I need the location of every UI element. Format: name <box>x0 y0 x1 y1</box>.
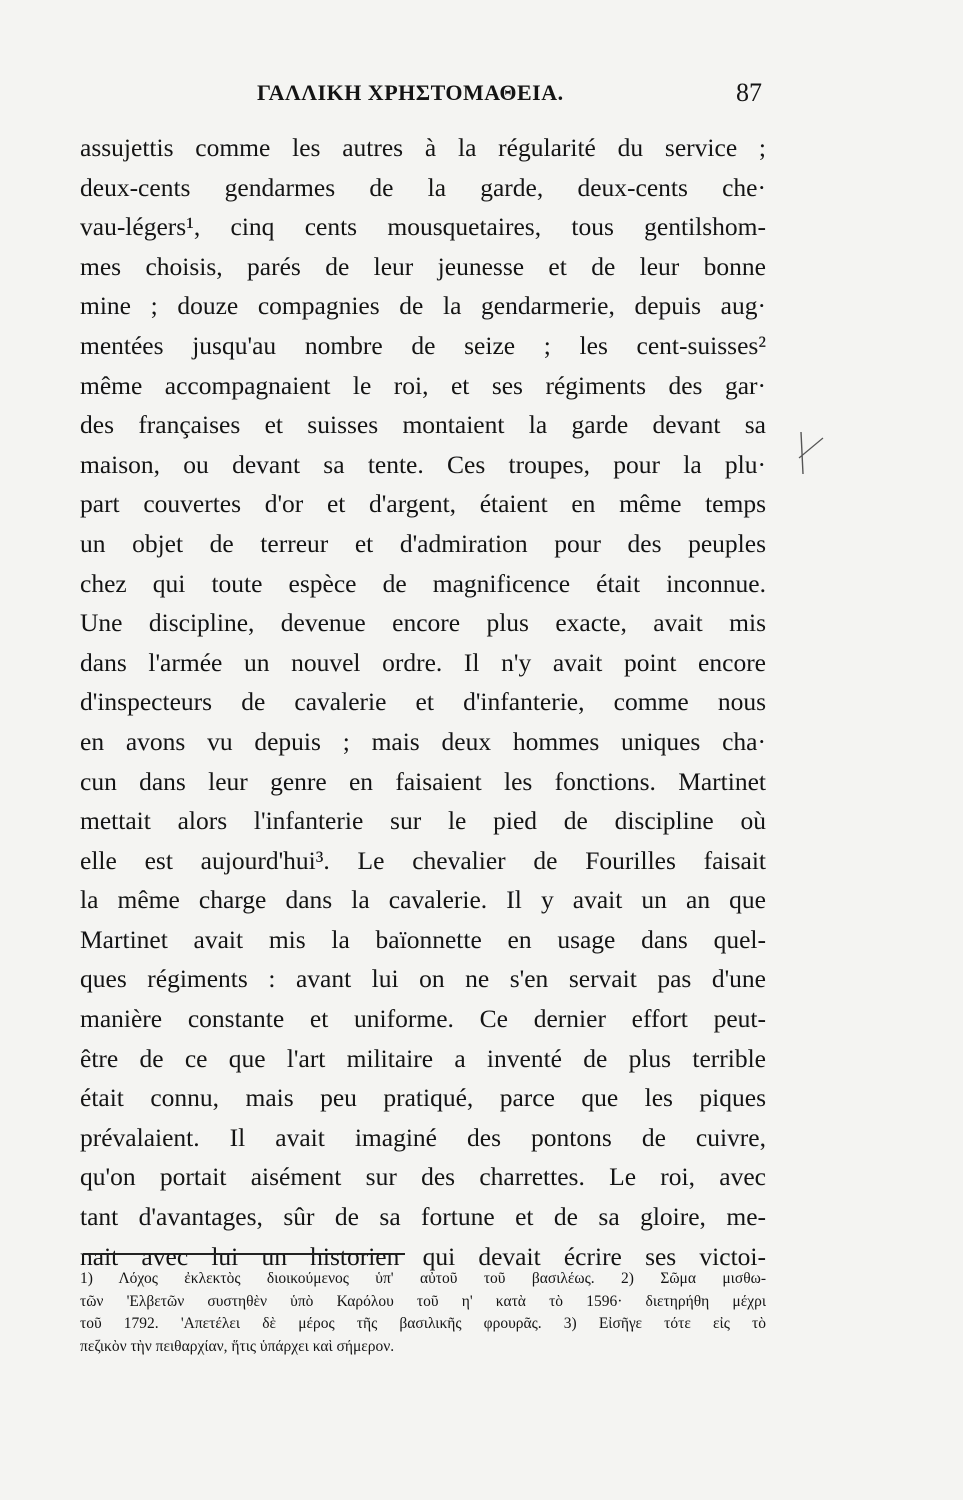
footnote-line: τῶν 'Ελβετῶν συστηθὲν ὑπὸ Καρόλου τοῦ η' κατὰ τὸ 1596· διετηρήθη μέχρι <box>80 1292 766 1310</box>
text-line: mine ; douze compagnies de la gendarmerie, depuis aug· <box>80 291 766 321</box>
text-line: ques régiments : avant lui on ne s'en servait pas d'une <box>80 964 766 994</box>
footnote-line: τοῦ 1792. 'Απετέλει δὲ μέρος τῆς βασιλικῆς φρουρᾶς. 3) Εἰσῆγε τότε εἰς τὸ <box>80 1315 766 1332</box>
text-line: Martinet avait mis la baïonnette en usage dans quel- <box>80 924 766 954</box>
footnote-line: 1) Λόχος ἐκλεκτὸς διοικούμενος ὑπ' αὐτοῦ τοῦ βασιλέως. 2) Σῶμα μισθω- <box>80 1270 766 1287</box>
footnotes <box>80 1268 766 1358</box>
text-line: cun dans leur genre en faisaient les fonctions. Martinet <box>80 766 766 796</box>
text-line: d'inspecteurs de cavalerie et d'infanterie, comme nous <box>80 687 766 717</box>
text-line: nait avec lui un historien qui devait écrire ses victoi- <box>80 1241 766 1271</box>
text-line: la même charge dans la cavalerie. Il y avait un an que <box>80 885 766 915</box>
text-line: elle est aujourd'hui³. Le chevalier de Fourilles faisait <box>80 845 766 875</box>
text-line: manière constante et uniforme. Ce dernier effort peut- <box>80 1004 766 1034</box>
margin-mark <box>797 428 827 478</box>
page-number: 87 <box>736 78 762 107</box>
text-line: mentées jusqu'au nombre de seize ; les cent-suisses² <box>80 330 766 360</box>
text-line: tant d'avantages, sûr de sa fortune et de sa gloire, me- <box>80 1202 766 1232</box>
text-line: assujettis comme les autres à la régularité du service ; <box>80 133 766 162</box>
text-line: chez qui toute espèce de magnificence était inconnue. <box>80 568 766 598</box>
text-line: Une discipline, devenue encore plus exacte, avait mis <box>80 608 766 638</box>
text-line: même accompagnaient le roi, et ses régiments des gar· <box>80 370 766 400</box>
text-line: prévalaient. Il avait imaginé des pontons de cuivre, <box>80 1122 766 1152</box>
text-line: vau-légers¹, cinq cents mousquetaires, tous gentilshom- <box>80 212 766 242</box>
text-line: part couvertes d'or et d'argent, étaient en même temps <box>80 489 766 519</box>
text-line: mettait alors l'infanterie sur le pied de discipline où <box>80 806 766 836</box>
text-line: maison, ou devant sa tente. Ces troupes, pour la plu· <box>80 449 766 479</box>
text-line: était connu, mais peu pratiqué, parce que les piques <box>80 1083 766 1113</box>
text-line: mes choisis, parés de leur jeunesse et de leur bonne <box>80 251 766 281</box>
text-line: des françaises et suisses montaient la garde devant sa <box>80 410 766 440</box>
body-text <box>80 128 766 1276</box>
footnote-line: πεζικὸν τὴν πειθαρχίαν, ἥτις ὑπάρχει καὶ σήμερον. <box>80 1337 395 1355</box>
page-header <box>80 78 766 114</box>
text-line: en avons vu depuis ; mais deux hommes uniques cha· <box>80 726 766 756</box>
text-line: qu'on portait aisément sur des charrettes. Le roi, avec <box>80 1162 766 1192</box>
text-line: un objet de terreur et d'admiration pour des peuples <box>80 528 766 558</box>
text-line: être de ce que l'art militaire a inventé de plus terrible <box>80 1043 766 1073</box>
footnote-rule <box>83 1253 405 1255</box>
text-line: deux-cents gendarmes de la garde, deux-cents che· <box>80 172 766 202</box>
text-line: dans l'armée un nouvel ordre. Il n'y avait point encore <box>80 647 766 677</box>
running-title: ΓΑΛΛΙΚΗ ΧΡΗΣΤΟΜΑΘΕΙΑ. <box>257 80 564 105</box>
